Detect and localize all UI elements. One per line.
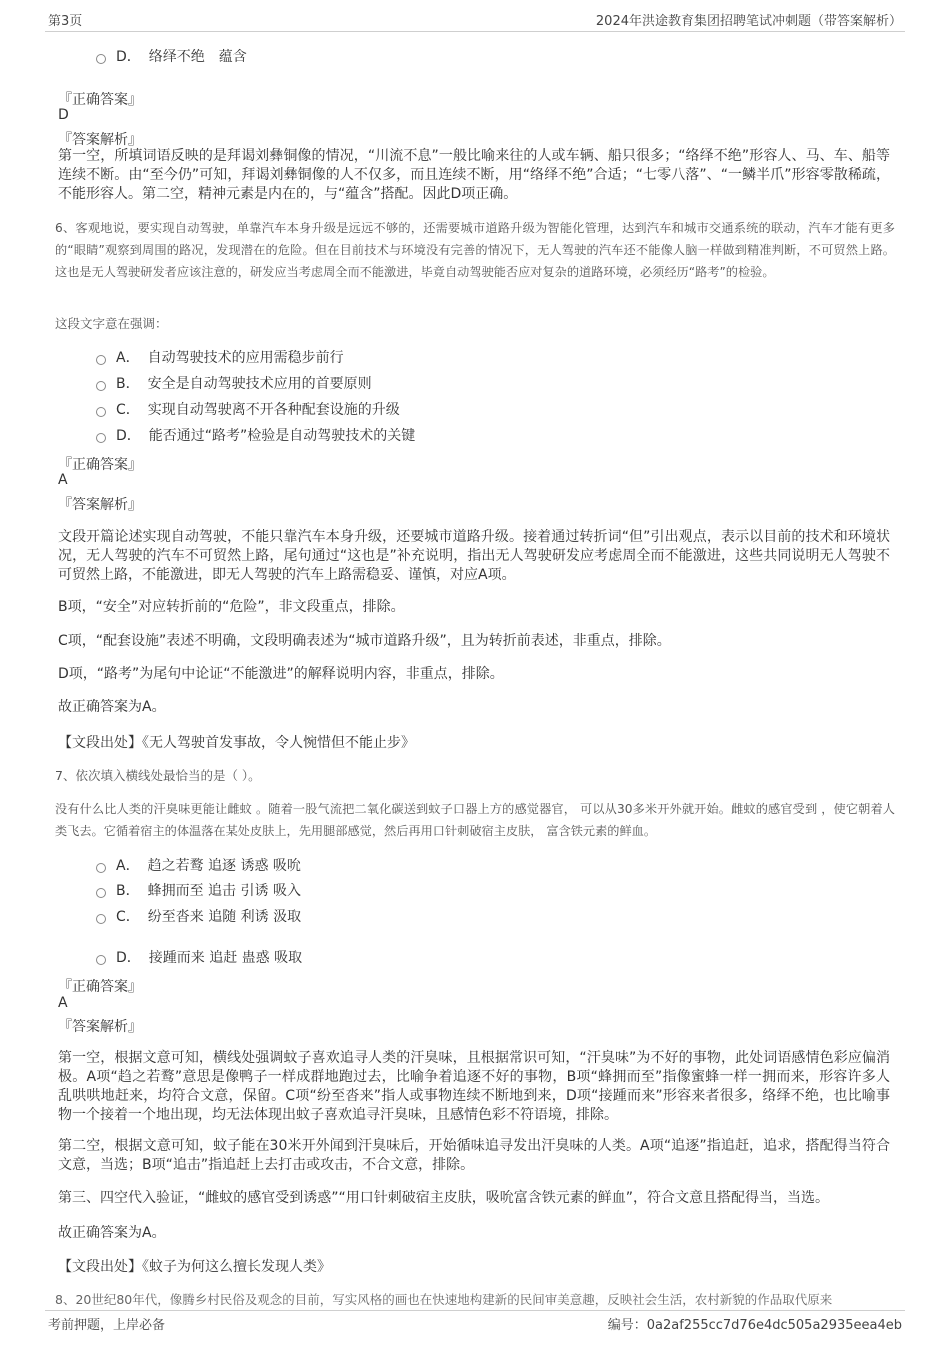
q6-option-d[interactable] — [96, 424, 415, 446]
option-letter: B． — [116, 883, 140, 899]
analysis-paragraph: 文段开篇论述实现自动驾驶，不能只靠汽车本身升级，还要城市道路升级。接着通过转折词“但”引出观点，表示以目前的技术和环境状况，无人驾驶的汽车不可贸然上路，尾句通过“这也是”补充说明，指出无人驾驶研发应考虑周全而不能激进，这些共同说明无人驾驶不可贸然上路，不能激进，即无人驾驶的汽车上路需稳妥、谨慎，对应A项。 — [58, 529, 890, 583]
analysis-paragraph: C项，“配套设施”表述不明确，文段明确表述为“城市道路升级”，且为转折前表述，非重点，排除。 — [58, 633, 671, 649]
option-letter: D． — [116, 428, 141, 444]
radio-icon[interactable] — [96, 863, 106, 873]
option-letter: A． — [116, 858, 140, 874]
option-text: 自动驾驶技术的应用需稳步前行 — [147, 350, 344, 366]
analysis-paragraph: 故正确答案为A。 — [58, 699, 166, 715]
q7-option-b[interactable] — [96, 879, 301, 901]
radio-icon[interactable] — [96, 407, 106, 417]
radio-icon[interactable] — [96, 888, 106, 898]
analysis-paragraph: 故正确答案为A。 — [58, 1225, 166, 1241]
analysis-label: 『答案解析』 — [58, 497, 142, 513]
q7-option-a[interactable] — [96, 854, 301, 876]
question-title: 7、依次填入横线处最恰当的是（ ）。 — [55, 768, 261, 783]
q6-option-b[interactable] — [96, 372, 372, 394]
option-letter: D． — [116, 49, 141, 65]
correct-answer-value: A — [58, 472, 68, 488]
analysis-paragraph: 第一空，根据文意可知，横线处强调蚊子喜欢追寻人类的汗臭味，且根据常识可知，“汗臭味”为不好的事物，此处词语感情色彩应偏消极。A项“趋之若鹜”意思是像鸭子一样成群地跑过去，比喻争着追逐不好的事物，B项“蜂拥而至”指像蜜蜂一样一拥而来，形容许多人乱哄哄地赶来，均符合文意，保留。C项“纷至沓来”指人或事物连续不断地到来，D项“接踵而来”形容来者很多，络绎不绝，也比喻事物一个接着一个地出现，均无法体现出蚊子喜欢追寻汗臭味，且感情色彩不符语境，排除。 — [58, 1050, 890, 1123]
header-divider — [45, 31, 905, 32]
radio-icon[interactable] — [96, 54, 106, 64]
q7-option-d[interactable] — [96, 946, 302, 968]
document-code: 编号：0a2af255cc7d76e4dc505a2935eea4eb — [607, 1318, 902, 1333]
analysis-paragraph: D项，“路考”为尾句中论证“不能激进”的解释说明内容，非重点，排除。 — [58, 666, 504, 682]
option-text: 纷至沓来 追随 利诱 汲取 — [147, 909, 302, 925]
passage-source: 【文段出处】《蚊子为何这么擅长发现人类》 — [58, 1259, 331, 1275]
analysis-paragraph: 第三、四空代入验证，“雌蚊的感官受到诱惑”“用口针刺破宿主皮肤，吸吮富含铁元素的鲜血”，符合文意且搭配得当，当选。 — [58, 1190, 830, 1206]
radio-icon[interactable] — [96, 381, 106, 391]
question-passage: 6、客观地说，要实现自动驾驶，单靠汽车本身升级是远远不够的，还需要城市道路升级为智能化管理，达到汽车和城市交通系统的联动，汽车才能有更多的“眼睛”观察到周围的路况，发现潜在的危险。但在目前技术与环境没有完善的情况下，无人驾驶的汽车还不能像人脑一样做到精准判断，不可贸然上路。这也是无人驾驶研发者应该注意的，研发应当考虑周全而不能激进，毕竟自动驾驶能否应对复杂的道路环境，必须经历“路考”的检验。 — [55, 221, 895, 279]
correct-answer-label: 『正确答案』 — [58, 92, 142, 108]
footer-slogan: 考前押题，上岸必备 — [48, 1318, 166, 1333]
analysis-label: 『答案解析』 — [58, 132, 142, 148]
analysis-paragraph: B项，“安全”对应转折前的“危险”，非文段重点，排除。 — [58, 599, 405, 615]
option-text: 蜂拥而至 追击 引诱 吸入 — [147, 883, 301, 899]
option-text: 实现自动驾驶离不开各种配套设施的升级 — [147, 402, 400, 418]
q5-option-d[interactable] — [96, 45, 247, 67]
radio-icon[interactable] — [96, 955, 106, 965]
option-letter: C． — [116, 402, 140, 418]
q7-option-c[interactable] — [96, 905, 301, 927]
analysis-paragraph: 第一空，所填词语反映的是拜谒刘彝铜像的情况，“川流不息”一般比喻来往的人或车辆、船只很多；“络绎不绝”形容人、马、车、船等连续不断。由“至今仍”可知，拜谒刘彝铜像的人不仅多，而且连续不断，用“络绎不绝”合适；“七零八落”、“一鳞半爪”形容零散稀疏，不能形容人。第二空，精神元素是内在的，与“蕴含”搭配。因此D项正确。 — [58, 148, 890, 202]
question-prompt: 这段文字意在强调： — [55, 316, 168, 331]
radio-icon[interactable] — [96, 433, 106, 443]
option-text: 趋之若鹜 追逐 诱惑 吸吮 — [147, 858, 301, 874]
passage-source: 【文段出处】《无人驾驶首发事故，令人惋惜但不能止步》 — [58, 735, 415, 751]
q6-option-c[interactable] — [96, 398, 400, 420]
option-letter: D． — [116, 950, 141, 966]
analysis-label: 『答案解析』 — [58, 1019, 142, 1035]
correct-answer-value: A — [58, 995, 68, 1011]
document-title: 2024年洪途教育集团招聘笔试冲刺题（带答案解析） — [595, 14, 902, 29]
option-text: 能否通过“路考”检验是自动驾驶技术的关键 — [148, 428, 416, 444]
option-text: 接踵而来 追赶 蛊惑 吸取 — [148, 950, 303, 966]
option-letter: C． — [116, 909, 140, 925]
option-letter: A． — [116, 350, 140, 366]
correct-answer-value: D — [58, 107, 69, 123]
question-passage: 没有什么比人类的汗臭味更能让雌蚊 。随着一股气流把二氧化碳送到蚊子口器上方的感觉器官， 可以从30多米开外就开始。雌蚊的感官受到 ，使它朝着人类飞去。它循着宿主的体温落在某处皮肤上，先用腿部感觉，然后再用口针刺破宿主皮肤， 富含铁元素的鲜血。 — [55, 802, 895, 838]
correct-answer-label: 『正确答案』 — [58, 457, 142, 473]
option-text: 络绎不绝 蕴含 — [148, 49, 247, 65]
radio-icon[interactable] — [96, 914, 106, 924]
next-question-cutoff: 8、20世纪80年代，像腾乡村民俗及观念的目前，写实风格的画也在快速地构建新的民间审美意趣，反映社会生活，农村新貌的作品取代原来 — [55, 1292, 833, 1307]
page-number: 第3页 — [48, 14, 83, 29]
analysis-paragraph: 第二空，根据文意可知，蚊子能在30米开外闻到汗臭味后，开始循味追寻发出汗臭味的人类。A项“追逐”指追赶，追求，搭配得当符合文意，当选；B项“追击”指追赶上去打击或攻击，不合文意，排除。 — [58, 1138, 890, 1173]
footer-divider — [45, 1310, 905, 1311]
option-letter: B． — [116, 376, 140, 392]
option-text: 安全是自动驾驶技术应用的首要原则 — [147, 376, 372, 392]
correct-answer-label: 『正确答案』 — [58, 979, 142, 995]
radio-icon[interactable] — [96, 355, 106, 365]
q6-option-a[interactable] — [96, 346, 344, 368]
